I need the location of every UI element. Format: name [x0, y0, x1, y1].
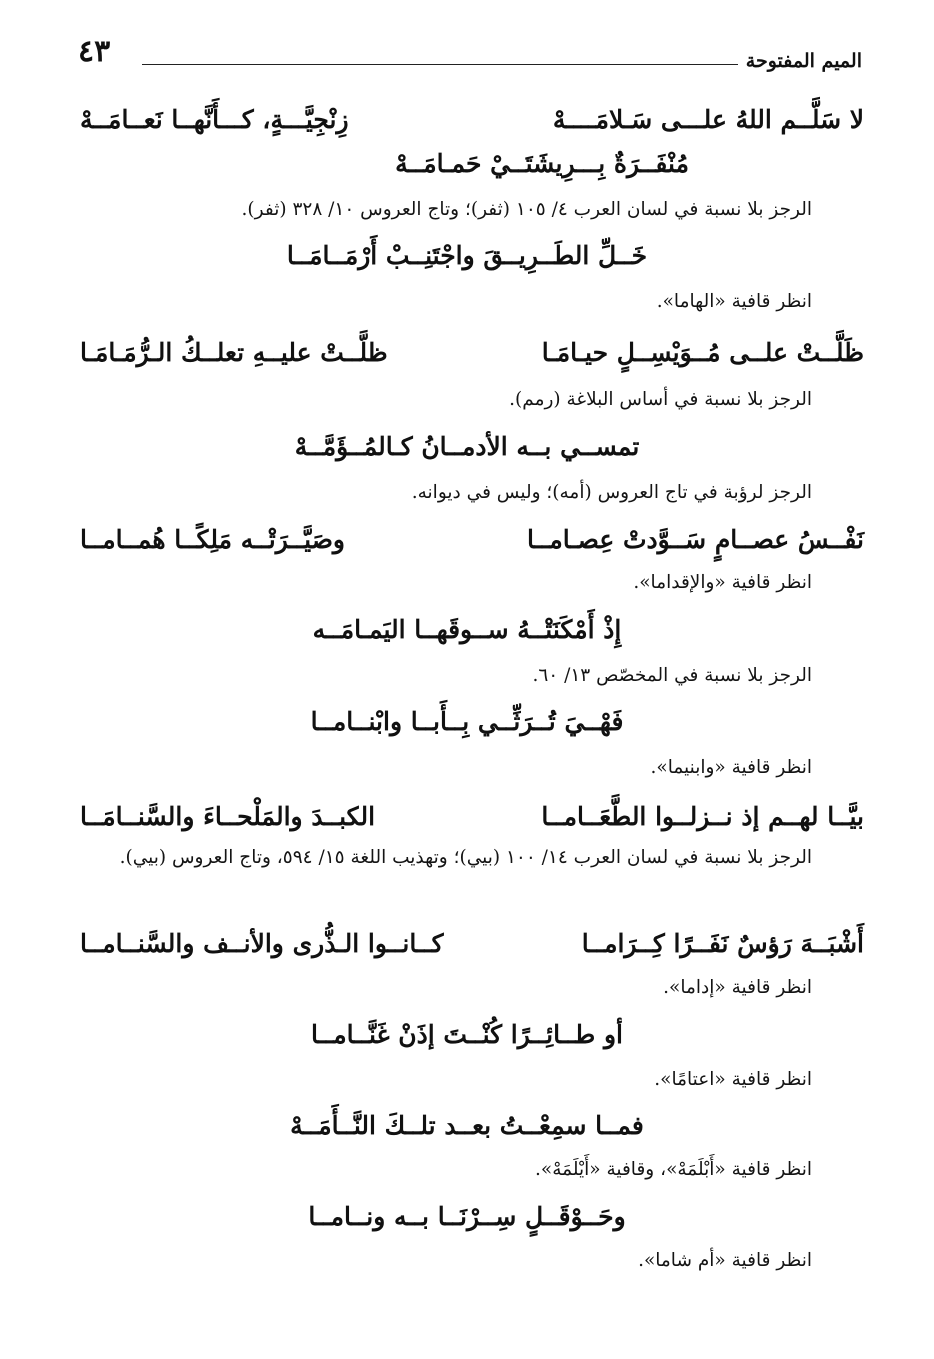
couplet	[80, 520, 864, 560]
first-hemistich: لا سَلَّــم اللهُ علـــى سَـلامَــــهْ	[552, 105, 864, 134]
cross-reference-note: انظر قافية «والإقداما».	[633, 572, 812, 593]
second-hemistich: زِنْجِيَّـــةٍ، كـــأَنَّهــا نَعــامَــهْ	[80, 105, 349, 134]
first-hemistich: ظَلَّــتْ علــى مُــوَيْسِــلٍ حيـامَـا	[541, 338, 864, 367]
cross-reference-note: انظر قافية «اعتامًا».	[654, 1069, 812, 1090]
verse-line: فَهْــيَ تُــرَثِّــي بِــأَبــا وابْنــامــا	[310, 707, 624, 736]
cross-reference-note: انظر قافية «إداما».	[663, 977, 812, 998]
page-number: ٤٣	[78, 34, 111, 69]
cross-reference-note: انظر قافية «وابنيما».	[650, 757, 812, 778]
cross-reference-note: انظر قافية «الهاما».	[656, 291, 812, 312]
source-note: الرجز بلا نسبة في أساس البلاغة (رمم).	[509, 389, 812, 410]
verse-line: تمســي بــه الأدمــانُ كـالمُــؤَمَّــهْ	[294, 432, 640, 461]
verse-line: مُنْفَــرَةٌ بِـــرِيشَتَــيْ حَمـامَــهْ	[395, 149, 689, 178]
first-hemistich: نَفْــسُ عصــامٍ سَــوَّدتْ عِصـامــا	[527, 525, 864, 554]
running-title: الميم المفتوحة	[745, 50, 862, 72]
couplet	[80, 924, 864, 964]
second-hemistich: وصَيَّــرَتْــه مَلِكًــا هُمــامــا	[80, 525, 346, 554]
verse-line: أو طــائِــرًا كُنْــتَ إذَنْ غَنَّــامــا	[311, 1020, 623, 1049]
couplet	[80, 797, 864, 837]
verse-line: إِذْ أَمْكَنَتْــهُ ســوقَهــا اليَمـامَــه	[312, 615, 622, 644]
second-hemistich: ظلَّــتْ عليــهِ تعلــكُ الـرُّمَـامَـا	[80, 338, 388, 367]
verse-line: وحَــوْقَــلٍ سِــرْنَــا بــه ونــامــا	[308, 1202, 626, 1231]
source-note: الرجز بلا نسبة في لسان العرب ١٤/ ١٠٠ (بيي)؛ وتهذيب اللغة ١٥/ ٥٩٤، وتاج العروس (بيي).	[119, 847, 812, 868]
first-hemistich: أَشْبَــهَ رَؤسٌ نَفَــرًا كِــرَامــا	[581, 929, 864, 958]
verse-line: خَــلِّ الطَــرِيــقَ واجْتَنِــبْ أَرْمَــامَــا	[286, 241, 648, 270]
second-hemistich: كــانــوا الـذُّرى والأنــف والسَّنــامــا	[80, 929, 444, 958]
verse-line: فمــا سمِعْــتُ بعــد تلــكَ النَّــأَمَــهْ	[290, 1111, 644, 1140]
first-hemistich: بيَّــا لهــم إذ نــزلــوا الطَّعَــامــا	[541, 802, 864, 831]
cross-reference-note: انظر قافية «أَبْلَمَهْ»، وقافية «أَيْلَمَهْ».	[535, 1159, 812, 1180]
couplet	[80, 100, 864, 140]
source-note: الرجز بلا نسبة في المخصّص ١٣/ ٦٠.	[532, 665, 812, 686]
couplet	[80, 333, 864, 373]
second-hemistich: الكبــدَ والمَلْحــاءَ والسَّنــامَــا	[80, 802, 376, 831]
source-note: الرجز بلا نسبة في لسان العرب ٤/ ١٠٥ (ثفر)؛ وتاج العروس ١٠/ ٣٢٨ (ثفر).	[241, 199, 812, 220]
source-note: الرجز لرؤبة في تاج العروس (أمه)؛ وليس في ديوانه.	[411, 482, 812, 503]
cross-reference-note: انظر قافية «أم شاما».	[638, 1250, 812, 1271]
